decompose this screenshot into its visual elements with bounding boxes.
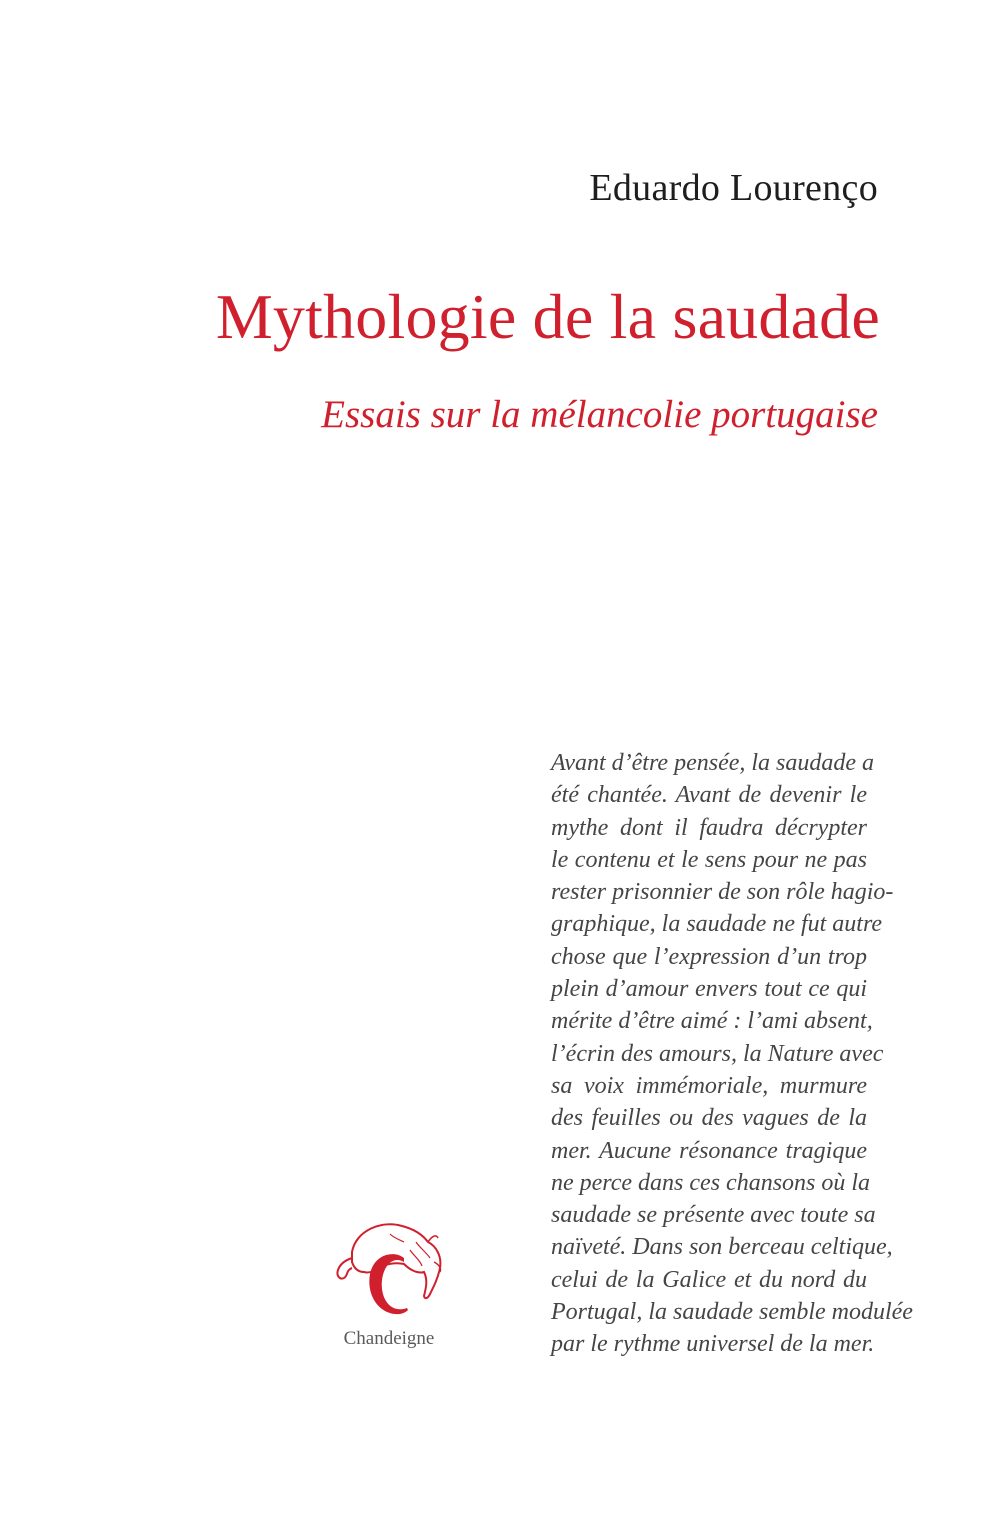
blurb-line: naïveté. Dans son berceau celtique,	[551, 1234, 893, 1261]
blurb-line: l’écrin des amours, la Nature avec	[551, 1040, 884, 1067]
back-blurb	[551, 747, 913, 1361]
blurb-line: mer. Aucune résonance tragique	[551, 1137, 867, 1164]
blurb-line: sa voix immémoriale, murmure	[551, 1072, 867, 1099]
book-title: Mythologie de la saudade	[215, 281, 880, 352]
blurb-line: graphique, la saudade ne fut autre	[551, 911, 883, 938]
bull-over-letter-c-logo-icon	[330, 1212, 450, 1327]
author-name: Eduardo Lourenço	[589, 167, 878, 209]
blurb-line: chose que l’expression d’un trop	[551, 943, 867, 970]
blurb-line: le contenu et le sens pour ne pas	[551, 846, 867, 873]
blurb-line: Portugal, la saudade semble modulée	[551, 1299, 913, 1326]
blurb-line: plein d’amour envers tout ce qui	[551, 976, 867, 1003]
blurb-line: des feuilles ou des vagues de la	[551, 1105, 867, 1132]
blurb-line: été chantée. Avant de devenir le	[551, 782, 867, 809]
blurb-line: saudade se présente avec toute sa	[551, 1202, 876, 1229]
blurb-line: Avant d’être pensée, la saudade a	[551, 750, 875, 776]
publisher-name: Chandeigne	[343, 1328, 435, 1349]
blurb-line: rester prisonnier de son rôle hagio-	[551, 879, 894, 906]
book-subtitle: Essais sur la mélancolie portugaise	[321, 393, 878, 436]
blurb-line: celui de la Galice et du nord du	[551, 1266, 867, 1293]
blurb-line: mérite d’être aimé : l’ami absent,	[551, 1008, 873, 1035]
blurb-line: ne perce dans ces chansons où la	[551, 1169, 871, 1196]
blurb-line: par le rythme universel de la mer.	[551, 1331, 875, 1358]
blurb-line: mythe dont il faudra décrypter	[551, 814, 867, 841]
